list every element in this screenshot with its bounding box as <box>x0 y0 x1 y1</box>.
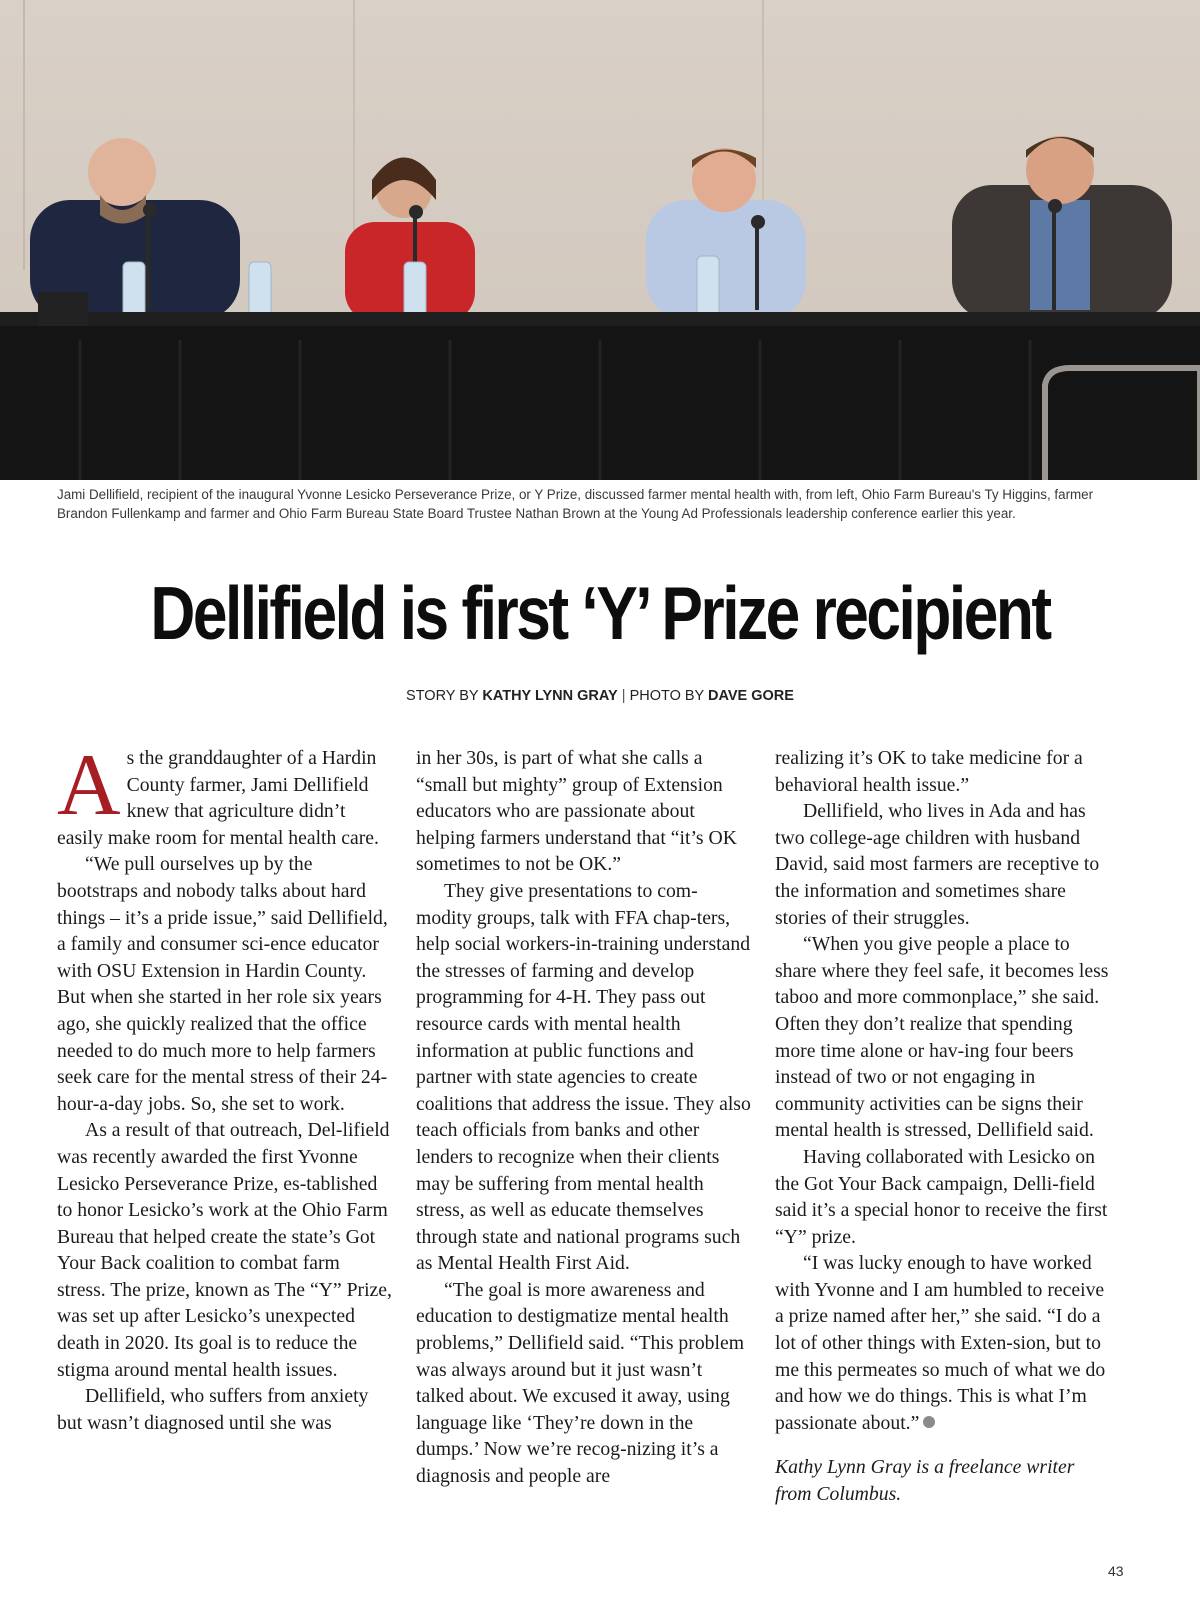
article-paragraph <box>775 1250 1111 1436</box>
drop-cap: A <box>57 737 121 834</box>
article-paragraph: “We pull ourselves up by the bootstraps and nobody talks about hard things – it’s a pride issue,” said Dellifield, a family and consumer sci-ence educator with OSU Extension in Hardin County. But when she started in her role six years ago, she quickly realized that the office needed to do much more to help farmers seek care for the mental stress of their 24-hour-a-day jobs. So, she set to work. <box>57 853 388 1115</box>
article-paragraph: in her 30s, is part of what she calls a “small but mighty” group of Extension educators who are passionate about helping farmers understand that “it’s OK sometimes to not be OK.” <box>416 747 737 876</box>
article-column-3 <box>775 745 1111 1508</box>
article-paragraph: As a result of that outreach, Del-lifield was recently awarded the first Yvonne Lesicko Perseverance Prize, es-tablished to honor Lesicko’s work at the Ohio Farm Bureau that helped create the state’s Got Your Back coalition to combat farm stress. The prize, known as The “Y” Prize, was set up after Lesicko’s unexpected death in 2020. Its goal is to reduce the stigma around mental health issues. <box>57 1119 392 1381</box>
article-paragraph-text: “I was lucky enough to have worked with Yvonne and I am humbled to receive a prize named after her,” she said. “I do a lot of other things with Exten-sion, but to me this permeates so much of what we do and how we do things. This is what I’m passionate about.” <box>775 1252 1106 1434</box>
panel-photo <box>0 0 1200 480</box>
byline <box>0 686 1200 706</box>
byline-photo-author: DAVE GORE <box>708 688 794 704</box>
photo-caption: Jami Dellifield, recipient of the inaugural Yvonne Lesicko Perseverance Prize, or Y Prize, discussed farmer mental health with, from left, Ohio Farm Bureau's Ty Higgins, farmer Brandon Fullenkamp and farmer and Ohio Farm Bureau State Board Trustee Nathan Brown at the Young Ad Professionals leadership conference earlier this year. <box>57 487 1094 521</box>
byline-separator: | <box>621 688 626 704</box>
byline-story-prefix: STORY BY <box>406 688 479 704</box>
headline: Dellifield is first ‘Y’ Prize recipient <box>150 571 1050 655</box>
article-paragraph: Dellifield, who lives in Ada and has two college-age children with husband David, said most farmers are receptive to the information and sometimes share stories of their struggles. <box>775 800 1100 929</box>
article-paragraph: “When you give people a place to share where they feel safe, it becomes less taboo and more commonplace,” she said. Often they don’t realize that spending more time alone or hav-ing four beers instead of two or not engaging in community activities can be signs their mental health is stressed, Dellifield said. <box>775 933 1109 1142</box>
article-paragraph: Having collaborated with Lesicko on the Got Your Back campaign, Delli-field said it’s a special honor to receive the first “Y” prize. <box>775 1145 1108 1248</box>
article-column-1 <box>57 737 393 1436</box>
author-bio: Kathy Lynn Gray is a freelance writer from Columbus. <box>775 1456 1075 1506</box>
article-paragraph: “The goal is more awareness and education to destigmatize mental health problems,” Dellifield said. “This problem was always around but it just wasn’t talked about. We excused it away, using language like ‘They’re down in the dumps.’ Now we’re recog-nizing it’s a diagnosis and people are <box>416 1278 745 1488</box>
byline-photo-prefix: PHOTO BY <box>629 688 704 704</box>
end-mark-icon <box>923 1416 935 1428</box>
page-number: 43 <box>1108 1563 1124 1579</box>
article-paragraph: They give presentations to com-modity groups, talk with FFA chap-ters, help social workers-in-training understand the stresses of farming and develop programming for 4-H. They pass out resource cards with mental health information at public functions and partner with state agencies to create coalitions that address the issue. They also teach officials from banks and other lenders to recognize when their clients may be suffering from mental health stress, as well as educate themselves through state and national programs such as Mental Health First Aid. <box>416 879 751 1275</box>
byline-story-author: KATHY LYNN GRAY <box>482 688 618 704</box>
panel-photo-illustration <box>0 0 1200 480</box>
article-paragraph: realizing it’s OK to take medicine for a behavioral health issue.” <box>775 747 1083 796</box>
article-column-2 <box>416 745 752 1490</box>
article-paragraph-text: s the granddaughter of a Hardin County farmer, Jami Dellifield knew that agriculture didn’t easily make room for mental health care. <box>57 747 379 849</box>
article-paragraph <box>57 737 393 851</box>
article-paragraph: Dellifield, who suffers from anxiety but wasn’t diagnosed until she was <box>57 1385 369 1434</box>
